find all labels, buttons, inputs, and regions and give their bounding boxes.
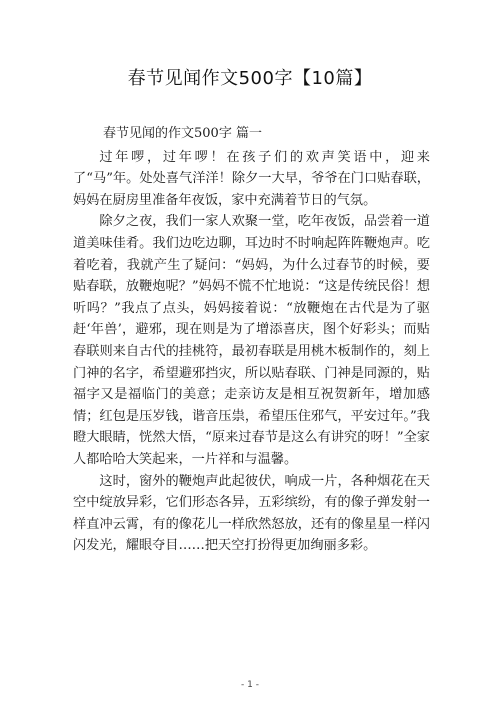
paragraph-1: 过年啰，过年啰！在孩子们的欢声笑语中，迎来了“马”年。处处喜气洋洋！除夕一大早，爷爷在门口贴春联，妈妈在厨房里准备年夜饭，家中充满着节日的气氛。 [73,149,430,208]
paragraph-3: 这时，窗外的鞭炮声此起彼伏，响成一片，各种烟花在天空中绽放异彩，它们形态各异，五彩缤纷，有的像子弹发射一样直冲云霄，有的像花儿一样欣然怒放，还有的像星星一样闪闪发光，耀眼夺目……把天空打扮得更加绚丽多彩。 [73,473,430,554]
paragraph-2: 除夕之夜，我们一家人欢聚一堂，吃年夜饭，品尝着一道道美味佳肴。我们边吃边聊，耳边时不时响起阵阵鞭炮声。吃着吃着，我就产生了疑问：“妈妈，为什么过春节的时候，要贴春联，放鞭炮呢？”妈妈不慌不忙地说：“这是传统民俗！想听吗？”我点了点头，妈妈接着说：“放鞭炮在古代是为了驱赶‘年兽’，避邪，现在则是为了增添喜庆，图个好彩头；而贴春联则来自古代的挂桃符，最初春联是用桃木板制作的，刻上门神的名字，希望避邪挡灾，所以贴春联、门神是同源的，贴福字又是福临门的美意；走亲访友是相互祝贺新年，增加感情；红包是压岁钱，谐音压祟，希望压住邪气，平安过年。”我瞪大眼睛，恍然大悟，“原来过春节是这么有讲究的呀！”全家人都哈哈大笑起来，一片祥和与温馨。 [73,214,430,467]
document-body [73,123,430,557]
document-title: 春节见闻作文500字【10篇】 [127,68,373,89]
section-heading: 春节见闻的作文500字 篇一 [103,126,262,141]
page-number: - 1 - [241,680,259,690]
